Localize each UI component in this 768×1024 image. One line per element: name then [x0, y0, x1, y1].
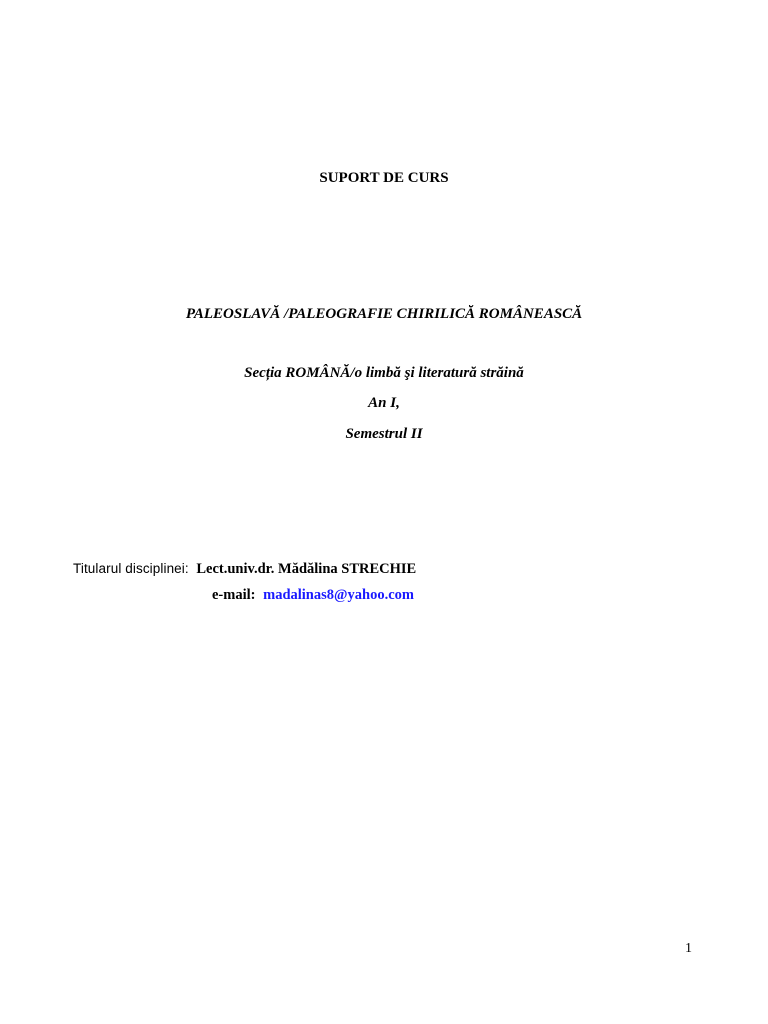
document-title: SUPORT DE CURS [319, 170, 449, 186]
course-holder-row [73, 560, 416, 578]
course-title: PALEOSLAVĂ /PALEOGRAFIE CHIRILICĂ ROMÂNEASCĂ [185, 306, 583, 322]
course-holder-label: Titularul disciplinei: [73, 561, 189, 576]
section-line: Secția ROMÂNĂ/o limbă şi literatură străină [244, 365, 524, 381]
email-link[interactable]: madalinas8@yahoo.com [263, 587, 414, 603]
year-line: An I, [368, 395, 400, 411]
page-number: 1 [685, 941, 692, 956]
email-label: e-mail: [212, 587, 256, 603]
email-row [212, 586, 414, 604]
course-holder-name: Lect.univ.dr. Mădălina STRECHIE [196, 561, 417, 577]
semester-line: Semestrul II [345, 426, 423, 442]
